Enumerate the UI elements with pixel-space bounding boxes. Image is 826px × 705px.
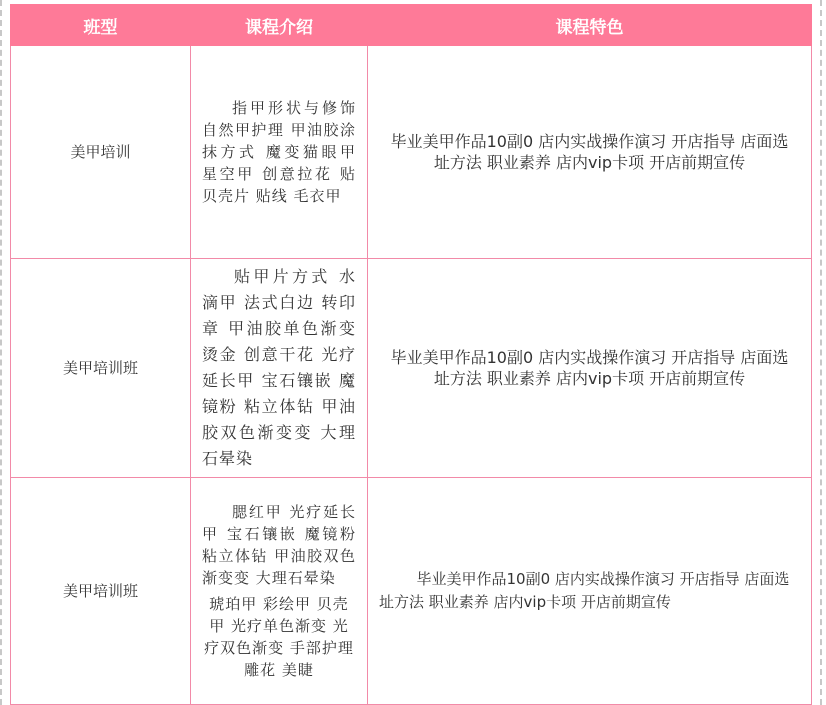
course-feature-text: 毕业美甲作品10副0 店内实战操作演习 开店指导 店面选址方法 职业素养 店内vip卡项 开店前期宣传 [379, 570, 790, 611]
course-feature-cell [368, 46, 812, 259]
header-class-type: 班型 [11, 5, 191, 46]
class-type-cell: 美甲培训 [11, 46, 191, 259]
course-feature-text: 毕业美甲作品10副0 店内实战操作演习 开店指导 店面选址方法 职业素养 店内vip卡项 开店前期宣传 [390, 132, 789, 172]
class-type-cell: 美甲培训班 [11, 478, 191, 705]
table-row [11, 259, 812, 478]
course-feature-text: 毕业美甲作品10副0 店内实战操作演习 开店指导 店面选址方法 职业素养 店内vip卡项 开店前期宣传 [390, 348, 789, 388]
course-intro-cell [191, 259, 368, 478]
course-table [10, 4, 812, 705]
course-intro-text: 指甲形状与修饰 自然甲护理 甲油胶涂抹方式 魔变猫眼甲 星空甲 创意拉花 贴贝壳片 贴线 毛衣甲 [202, 99, 356, 205]
table-row [11, 478, 812, 705]
header-course-features: 课程特色 [368, 5, 812, 46]
class-type-cell: 美甲培训班 [11, 259, 191, 478]
course-feature-cell [368, 478, 812, 705]
course-intro-cell [191, 478, 368, 705]
table-row [11, 46, 812, 259]
table-header-row [11, 5, 812, 46]
header-course-intro: 课程介绍 [191, 5, 368, 46]
course-intro-text [192, 501, 366, 681]
course-intro-main: 腮红甲 光疗延长甲 宝石镶嵌 魔镜粉 粘立体钻 甲油胶双色渐变变 大理石晕染 [202, 503, 356, 587]
course-intro-extra: 琥珀甲 彩绘甲 贝壳甲 光疗单色渐变 光疗双色渐变 手部护理 雕花 美睫 [204, 595, 354, 679]
course-feature-cell [368, 259, 812, 478]
course-intro-text: 贴甲片方式 水滴甲 法式白边 转印章 甲油胶单色渐变 烫金 创意干花 光疗延长甲 宝石镶嵌 魔镜粉 粘立体钻 甲油胶双色渐变变 大理石晕染 [202, 267, 356, 468]
course-intro-cell [191, 46, 368, 259]
